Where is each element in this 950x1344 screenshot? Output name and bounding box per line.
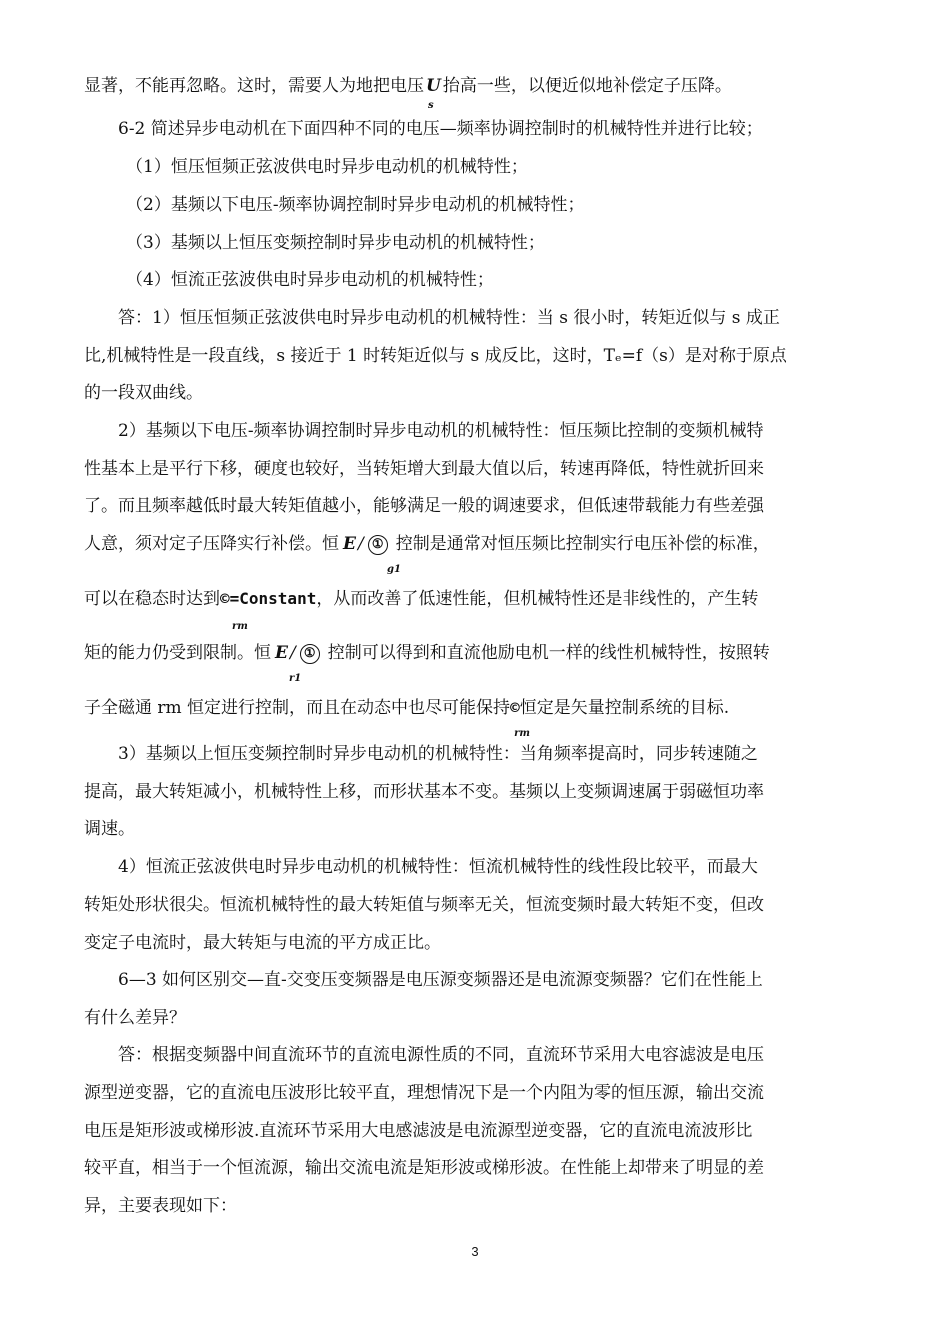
math-text: ©=Constant	[220, 589, 317, 608]
text-line: 3）基频以上恒压变频控制时异步电动机的机械特性：当角频率提高时，同步转速随之	[118, 744, 758, 764]
text-run: 控制是通常对恒压频比控制实行电压补偿的标准，	[395, 534, 770, 554]
text-run: 人意，须对定子压降实行补偿。恒	[84, 534, 339, 554]
text-line: 提高，最大转矩减小，机械特性上移，而形状基本不变。基频以上变频调速属于弱磁恒功率	[84, 782, 764, 802]
text-line: 比,机械特性是一段直线，s 接近于 1 时转矩近似与 s 成反比，这时，Tₑ=f（s）是对称于原点	[84, 346, 787, 366]
math-var: E	[343, 534, 356, 554]
text-line	[84, 74, 866, 111]
text-line: 4）恒流正弦波供电时异步电动机的机械特性：恒流机械特性的线性段比较平，而最大	[118, 857, 758, 877]
text-line: 的一段双曲线。	[84, 383, 203, 403]
question-heading: 6-2 简述异步电动机在下面四种不同的电压—频率协调控制时的机械特性并进行比较；	[118, 119, 763, 139]
math-subscript: s	[428, 100, 434, 111]
math-E	[343, 534, 401, 575]
text-line: 答：1）恒压恒频正弦波供电时异步电动机的机械特性：当 s 很小时，转矩近似与 s 成正	[118, 308, 780, 328]
text-line: 源型逆变器，它的直流电压波形比较平直，理想情况下是一个内阻为零的恒压源，输出交流	[84, 1083, 764, 1103]
math-expression	[220, 589, 317, 632]
text-line	[84, 587, 866, 632]
text-run: 子全磁通 rm 恒定进行控制，而且在动态中也尽可能保持	[84, 698, 511, 718]
text-run: 抬高一些，以便近似地补偿定子压降。	[442, 76, 732, 96]
math-subscript: rm	[232, 621, 248, 632]
text-line: 答：根据变频器中间直流环节的直流电源性质的不同，直流环节采用大电容滤波是电压	[118, 1045, 764, 1065]
text-line: 性基本上是平行下移，硬度也较好，当转矩增大到最大值以后，转速再降低，特性就折回来	[84, 459, 764, 479]
list-item: （3）基频以上恒压变频控制时异步电动机的机械特性；	[126, 233, 545, 253]
text-line: 调速。	[84, 819, 135, 839]
math-symbol	[426, 76, 441, 111]
question-heading: 有什么差异？	[84, 1008, 186, 1028]
math-slash: /	[289, 643, 296, 663]
text-line	[84, 532, 866, 575]
text-run: 矩的能力仍受到限制。恒	[84, 643, 271, 663]
math-slash: /	[357, 534, 364, 554]
math-subscript: g1	[387, 564, 401, 575]
text-line: 转矩处形状很尖。恒流机械特性的最大转矩值与频率无关，恒流变频时最大转矩不变，但改	[84, 895, 764, 915]
text-run: 恒定是矢量控制系统的目标.	[519, 698, 730, 718]
math-text: ©	[510, 698, 520, 717]
math-subscript: rm	[514, 728, 530, 739]
math-E	[275, 643, 322, 684]
text-run: 控制可以得到和直流他励电机一样的线性机械特性，按照转	[327, 643, 770, 663]
page-number: 3	[471, 1244, 479, 1259]
text-run: ，从而改善了低速性能，但机械特性还是非线性的，产生转	[316, 589, 759, 609]
text-line: 较平直，相当于一个恒流源，输出交流电流是矩形波或梯形波。在性能上却带来了明显的差	[84, 1158, 764, 1178]
math-expression	[510, 698, 530, 739]
list-item: （1）恒压恒频正弦波供电时异步电动机的机械特性；	[126, 157, 528, 177]
text-run: 可以在稳态时达到	[84, 589, 220, 609]
math-var: E	[275, 643, 288, 663]
text-line	[84, 696, 866, 739]
text-line	[84, 641, 866, 684]
text-line: 异，主要表现如下：	[84, 1196, 237, 1216]
list-item: （2）基频以下电压-频率协调控制时异步电动机的机械特性；	[126, 195, 585, 215]
list-item: （4）恒流正弦波供电时异步电动机的机械特性；	[126, 270, 494, 290]
math-subscript: r1	[289, 673, 302, 684]
text-line: 电压是矩形波或梯形波.直流环节采用大电感滤波是电流源型逆变器，它的直流电流波形比	[84, 1121, 753, 1141]
text-run: 显著，不能再忽略。这时，需要人为地把电压	[84, 76, 424, 96]
question-heading: 6—3 如何区别交—直-交变压变频器是电压源变频器还是电流源变频器？它们在性能上	[118, 970, 763, 990]
circled-symbol: ①	[300, 644, 320, 664]
text-line: 了。而且频率越低时最大转矩值越小，能够满足一般的调速要求，但低速带载能力有些差强	[84, 496, 764, 516]
math-var: U	[426, 76, 441, 96]
circled-symbol: ①	[368, 535, 388, 555]
text-line: 变定子电流时，最大转矩与电流的平方成正比。	[84, 933, 441, 953]
text-line: 2）基频以下电压-频率协调控制时异步电动机的机械特性：恒压频比控制的变频机械特	[118, 421, 764, 441]
